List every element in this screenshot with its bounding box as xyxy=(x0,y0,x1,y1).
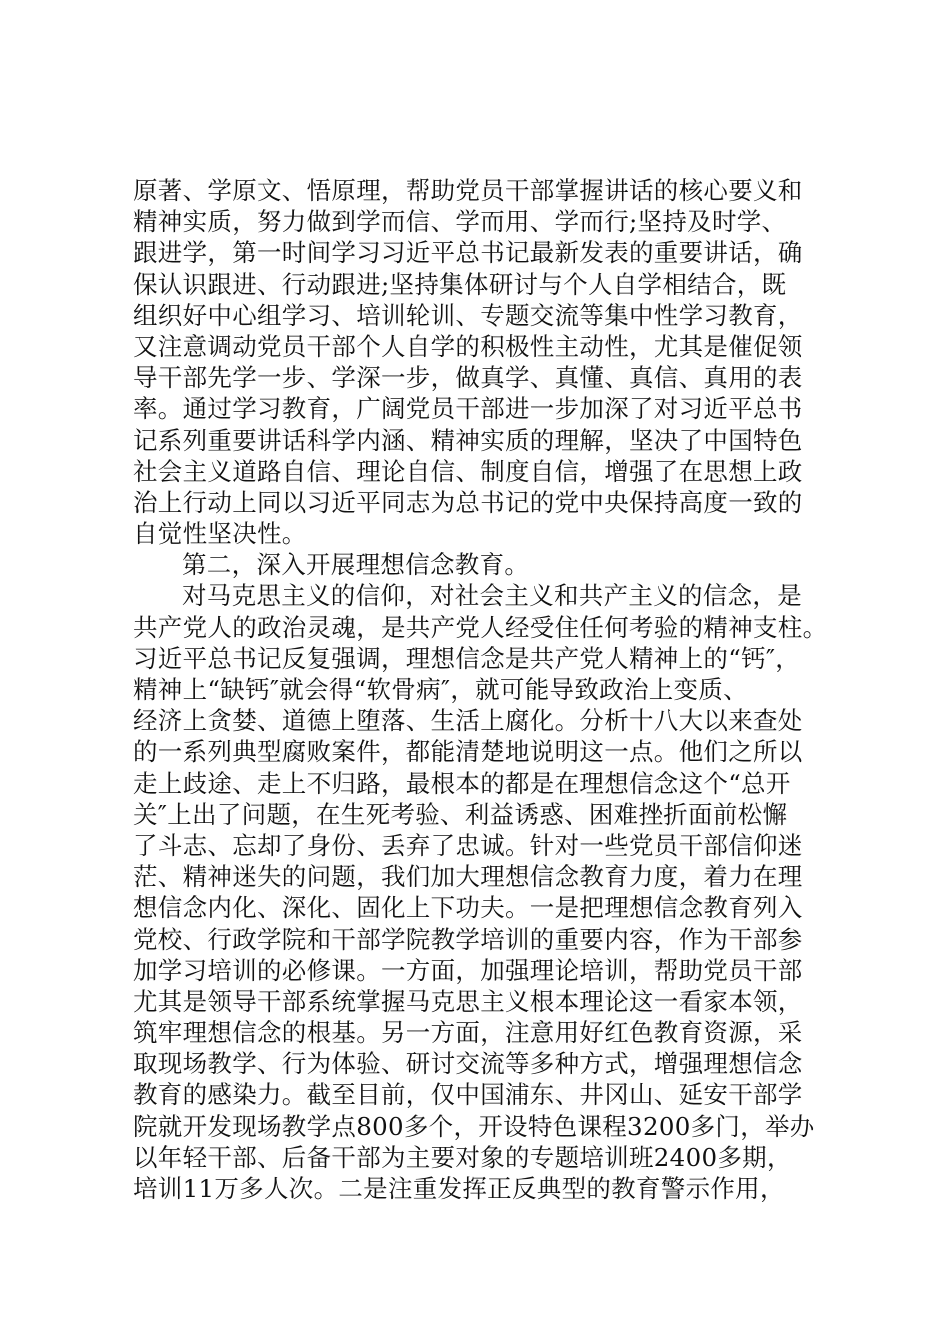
text-line: 组织好中心组学习、培训轮训、专题交流等集中性学习教育， xyxy=(133,300,803,330)
text-line: 原著、学原文、悟原理，帮助党员干部掌握讲话的核心要义和 xyxy=(133,176,803,205)
text-line: 跟进学，第一时间学习习近平总书记最新发表的重要讲话，确 xyxy=(133,238,803,268)
text-line: 经济上贪婪、道德上堕落、生活上腐化。分析十八大以来查处 xyxy=(133,706,803,736)
text-line: 导干部先学一步、学深一步，做真学、真懂、真信、真用的表 xyxy=(133,363,803,393)
text-line: 率。通过学习教育，广阔党员干部进一步加深了对习近平总书 xyxy=(133,394,803,424)
text-line: 保认识跟进、行动跟进;坚持集体研讨与个人自学相结合，既 xyxy=(133,269,787,299)
text-line: 取现场教学、行为体验、研讨交流等多种方式，增强理想信念 xyxy=(133,1049,803,1079)
text-line: 了斗志、忘却了身份、丢弃了忠诚。针对一些党员干部信仰迷 xyxy=(133,830,803,860)
paragraph-first-line: 第二，深入开展理想信念教育。 xyxy=(182,550,530,580)
text-line: 党校、行政学院和干部学院教学培训的重要内容，作为干部参 xyxy=(133,924,803,954)
text-line: 筑牢理想信念的根基。另一方面，注意用好红色教育资源，采 xyxy=(133,1018,803,1048)
text-line: 想信念内化、深化、固化上下功夫。一是把理想信念教育列入 xyxy=(133,893,803,923)
text-line: 精神实质，努力做到学而信、学而用、学而行;坚持及时学、 xyxy=(133,207,787,237)
text-line: 尤其是领导干部系统掌握马克思主义根本理论这一看家本领， xyxy=(133,986,803,1016)
text-line: 社会主义道路自信、理论自信、制度自信，增强了在思想上政 xyxy=(133,456,803,486)
text-line: 教育的感染力。截至目前，仅中国浦东、井冈山、延安干部学 xyxy=(133,1080,803,1110)
text-line: 院就开发现场教学点800多个，开设特色课程3200多门，举办 xyxy=(133,1111,815,1141)
document-body xyxy=(133,175,833,1204)
text-line: 精神上“缺钙″就会得“软骨病″，就可能导致政治上变质、 xyxy=(133,675,748,704)
text-line: 共产党人的政治灵魂，是共产党人经受住任何考验的精神支柱。 xyxy=(133,612,828,642)
text-line: 关″上出了问题，在生死考验、利益诱惑、困难挫折面前松懈 xyxy=(133,799,788,829)
text-line: 又注意调动党员干部个人自学的积极性主动性，尤其是催促领 xyxy=(133,331,803,361)
text-line: 培训11万多人次。二是注重发挥正反典型的教育警示作用， xyxy=(133,1174,785,1203)
text-line: 加学习培训的必修课。一方面，加强理论培训，帮助党员干部 xyxy=(133,955,803,985)
text-line: 茫、精神迷失的问题，我们加大理想信念教育力度，着力在理 xyxy=(133,862,803,892)
text-line: 的一系列典型腐败案件，都能清楚地说明这一点。他们之所以 xyxy=(133,737,803,767)
text-line: 自觉性坚决性。 xyxy=(133,519,307,549)
paragraph-first-line: 对马克思主义的信仰，对社会主义和共产主义的信念，是 xyxy=(182,581,802,611)
text-line: 走上歧途、走上不归路，最根本的都是在理想信念这个“总开 xyxy=(133,768,791,798)
text-line: 治上行动上同以习近平同志为总书记的党中央保持高度一致的 xyxy=(133,487,803,517)
text-line: 以年轻干部、后备干部为主要对象的专题培训班2400多期， xyxy=(133,1142,792,1172)
text-line: 记系列重要讲话科学内涵、精神实质的理解，坚决了中国特色 xyxy=(133,425,803,455)
text-line: 习近平总书记反复强调，理想信念是共产党人精神上的“钙″， xyxy=(133,643,801,673)
